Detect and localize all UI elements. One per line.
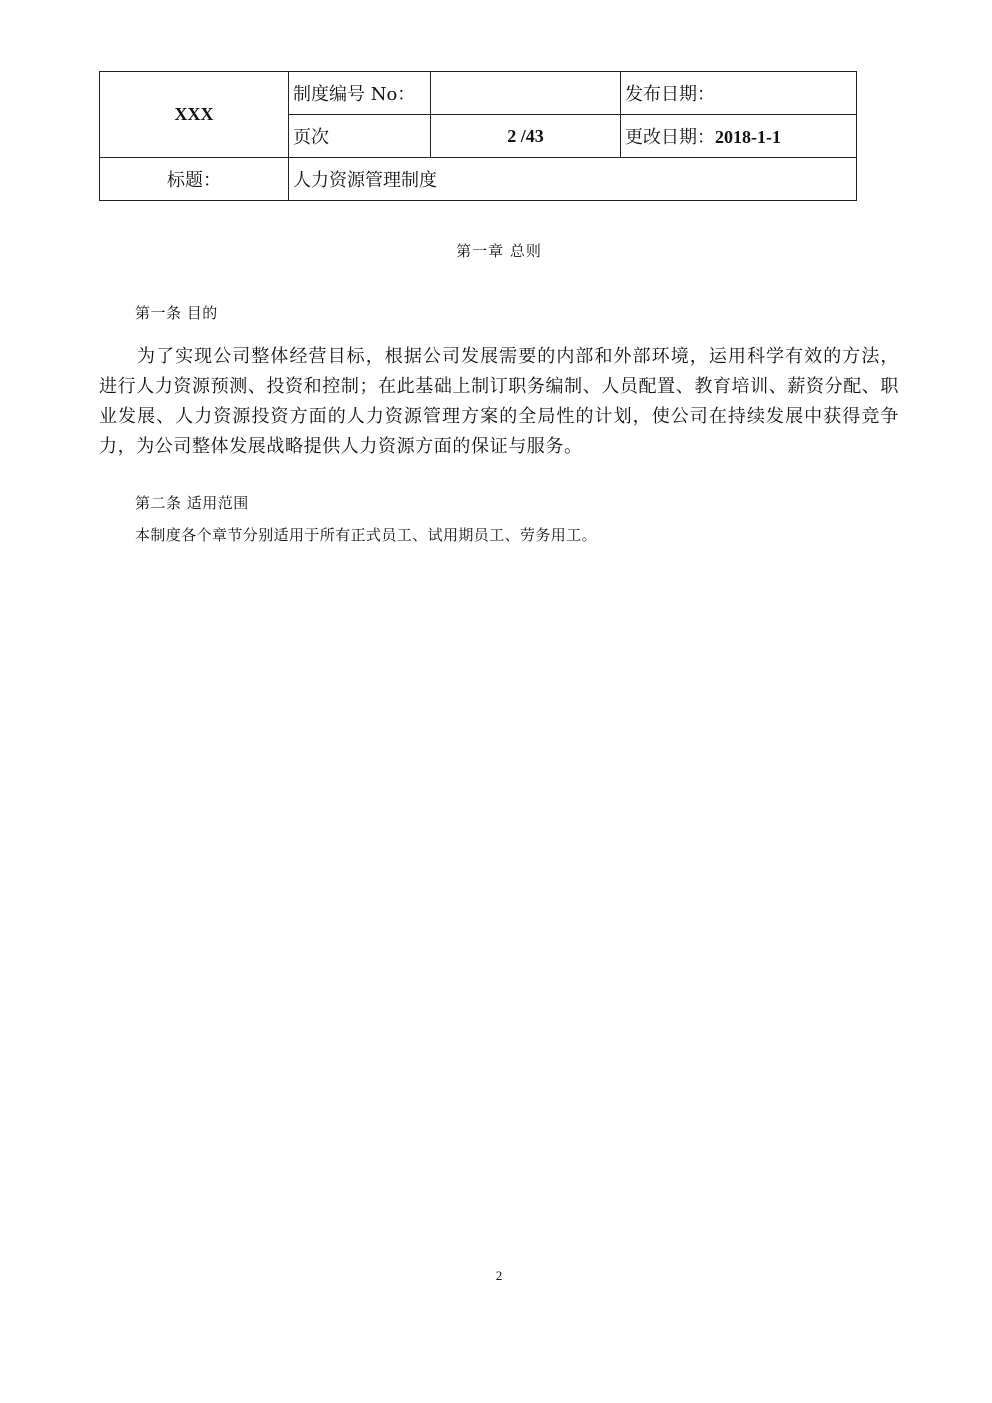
article-1-paragraph: 为了实现公司整体经营目标，根据公司发展需要的内部和外部环境，运用科学有效的方法，进行人力资源预测、投资和控制；在此基础上制订职务编制、人员配置、教育培训、薪资分配、职业发展、人力资源投资方面的人力资源管理方案的全局性的计划，使公司在持续发展中获得竞争力，为公司整体发展战略提供人力资源方面的保证与服务。 bbox=[99, 346, 899, 457]
title-label: 标题： bbox=[100, 158, 289, 201]
doc-number-value bbox=[431, 72, 621, 115]
page-label: 页次 bbox=[293, 127, 329, 148]
chapter-title: 第一章 总则 bbox=[456, 242, 542, 260]
company-name: XXX bbox=[100, 72, 289, 158]
page-number: 2 bbox=[495, 1268, 503, 1283]
article-2-text: 本制度各个章节分别适用于所有正式员工、试用期员工、劳务用工。 bbox=[135, 526, 598, 544]
release-date-label: 发布日期： bbox=[625, 84, 715, 105]
change-date-label: 更改日期： bbox=[625, 127, 715, 148]
title-value: 人力资源管理制度 bbox=[289, 158, 857, 201]
header-row-3 bbox=[100, 158, 857, 201]
article-1-heading: 第一条 目的 bbox=[135, 304, 218, 322]
article-2-heading: 第二条 适用范围 bbox=[135, 494, 249, 512]
doc-number-label: 制度编号 No： bbox=[293, 84, 416, 105]
change-date-value: 2018-1-1 bbox=[715, 127, 781, 147]
header-row-1 bbox=[100, 72, 857, 115]
document-header-table bbox=[99, 71, 857, 201]
page-value: 2 /43 bbox=[431, 115, 621, 158]
